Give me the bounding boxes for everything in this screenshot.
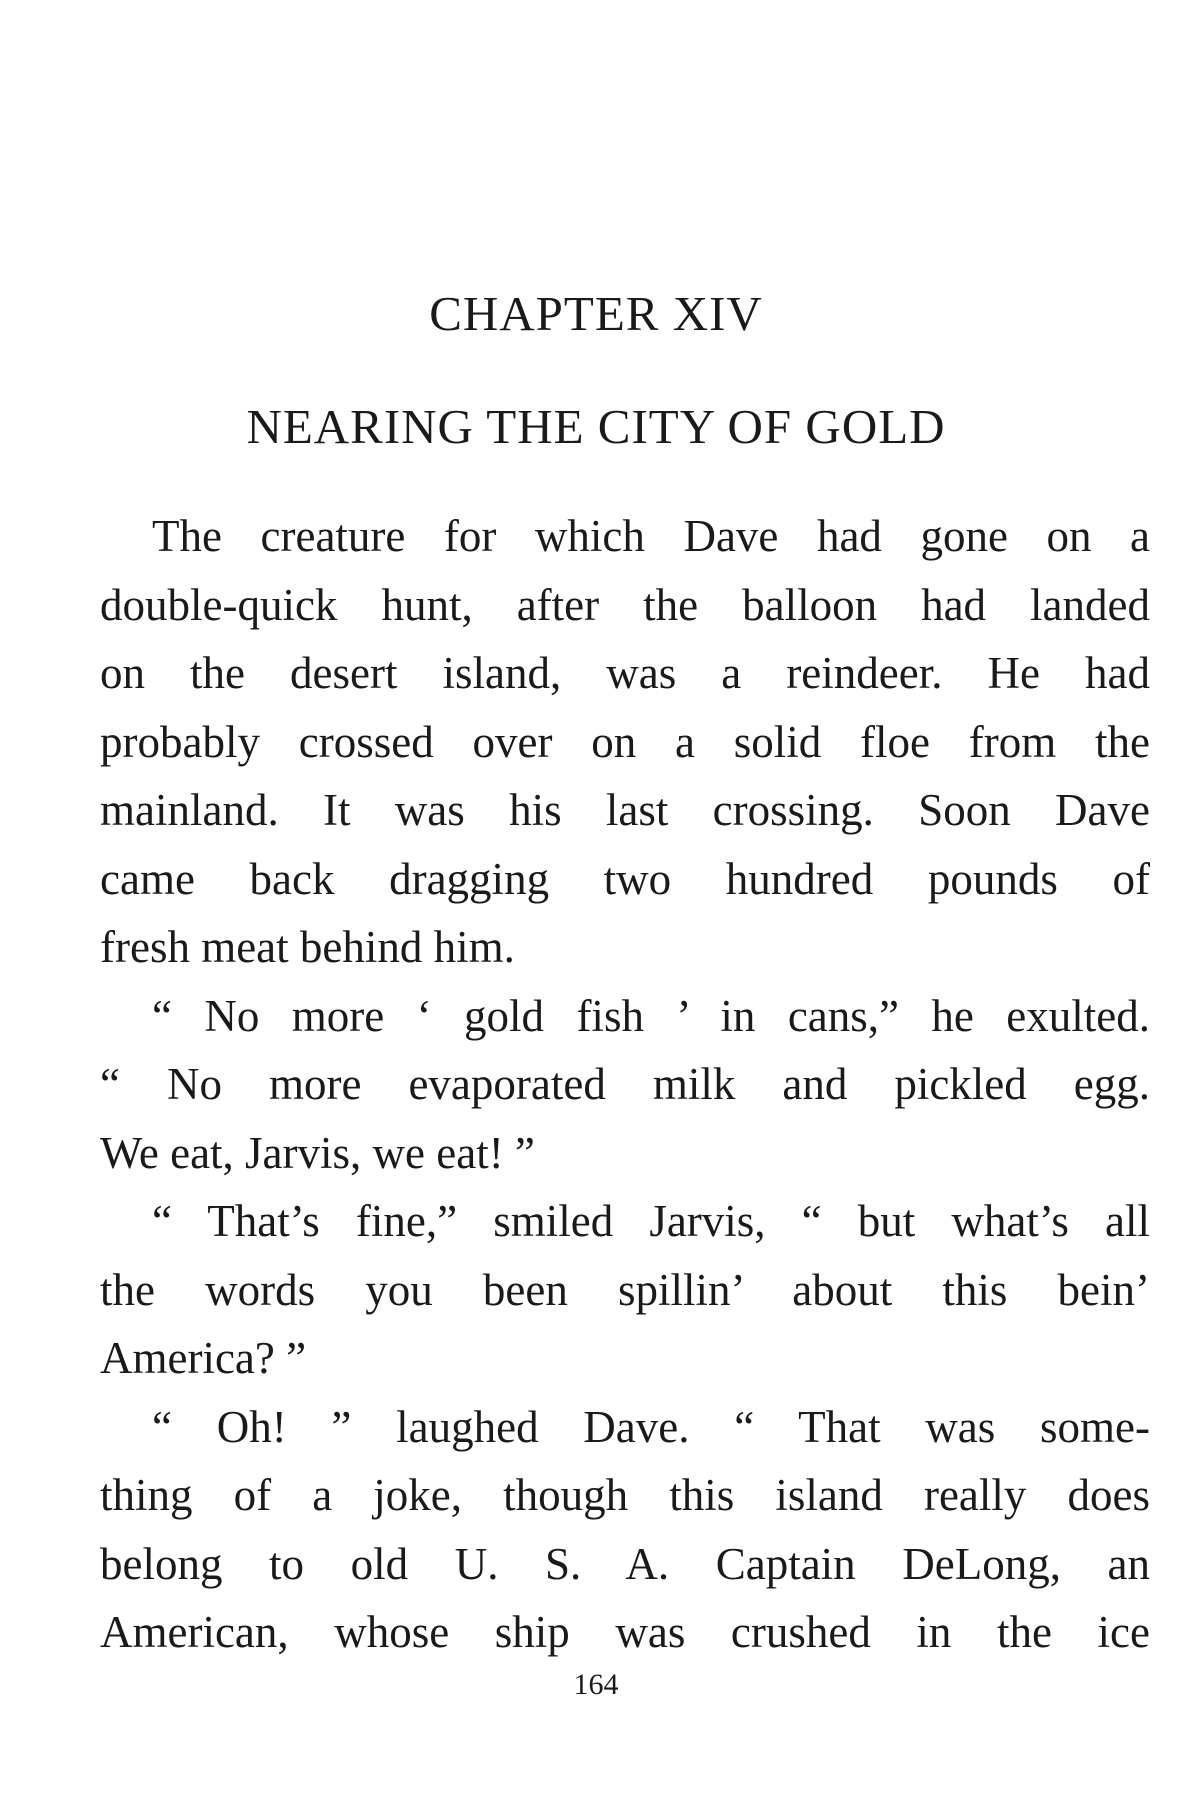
text-line: We eat, Jarvis, we eat! ” bbox=[100, 1127, 535, 1178]
text-line: came back dragging two hundred pounds of bbox=[100, 853, 1150, 904]
text-line: “ Oh! ” laughed Dave. “ That was some- bbox=[152, 1401, 1150, 1452]
page-number: 164 bbox=[573, 1668, 619, 1701]
text-line: on the desert island, was a reindeer. He had bbox=[100, 648, 1150, 698]
text-line: “ No more evaporated milk and pickled egg. bbox=[100, 1059, 1150, 1109]
text-line: American, whose ship was crushed in the ice bbox=[100, 1607, 1150, 1657]
text-line: America? ” bbox=[100, 1333, 307, 1383]
text-line: the words you been spillin’ about this bein’ bbox=[100, 1264, 1150, 1315]
text-line: probably crossed over on a solid floe from the bbox=[100, 716, 1150, 767]
text-line: “ That’s fine,” smiled Jarvis, “ but what’s all bbox=[152, 1196, 1150, 1246]
text-line: mainland. It was his last crossing. Soon Dave bbox=[100, 785, 1150, 835]
text-line: belong to old U. S. A. Captain DeLong, an bbox=[100, 1538, 1150, 1589]
text-line: double-quick hunt, after the balloon had landed bbox=[100, 579, 1150, 630]
body-text bbox=[100, 502, 1150, 1667]
text-line: fresh meat behind him. bbox=[100, 922, 515, 972]
text-line: “ No more ‘ gold fish ’ in cans,” he exulted. bbox=[152, 990, 1150, 1041]
chapter-title: NEARING THE CITY OF GOLD bbox=[246, 399, 946, 454]
chapter-number: CHAPTER XIV bbox=[429, 286, 763, 341]
text-line: The creature for which Dave had gone on a bbox=[152, 511, 1150, 561]
text-line: thing of a joke, though this island really does bbox=[100, 1470, 1150, 1520]
